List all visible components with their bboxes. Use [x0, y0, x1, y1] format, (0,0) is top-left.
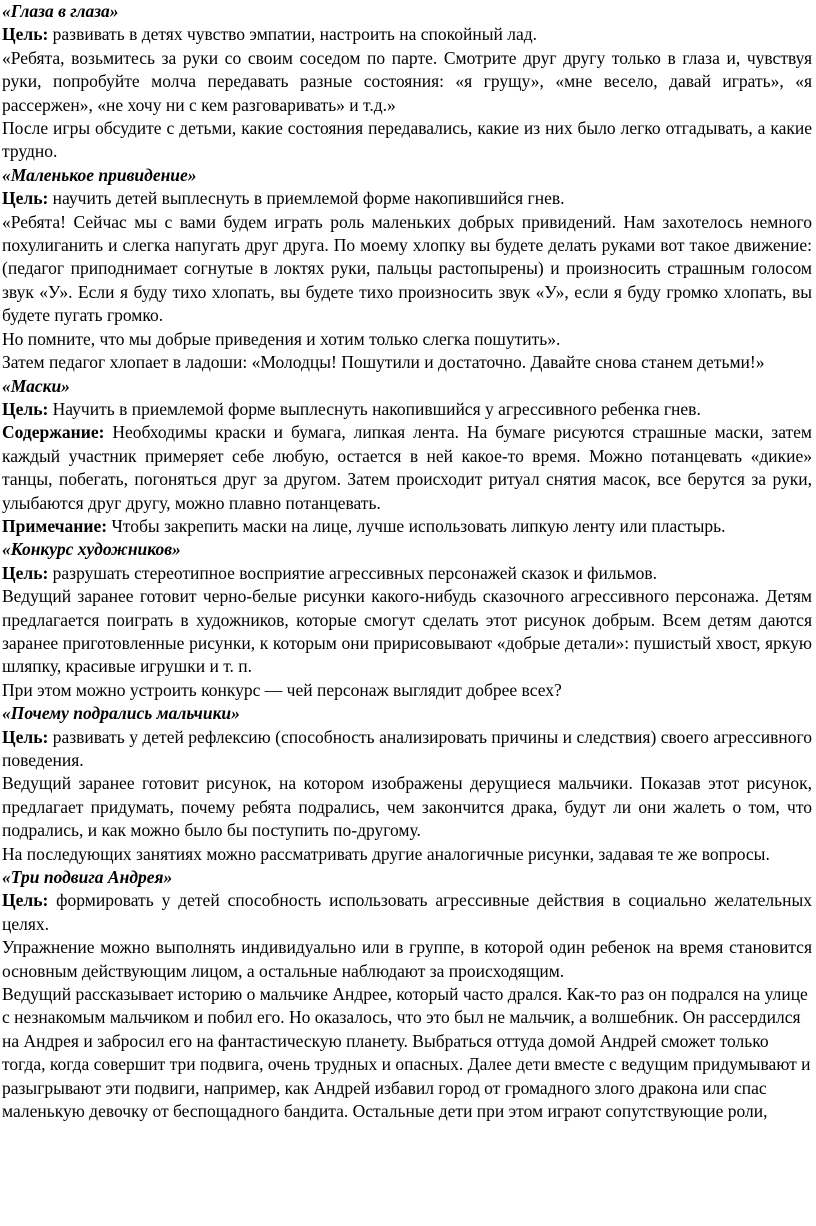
goal-label: Цель:: [2, 890, 49, 911]
goal-text: Научить в приемлемой форме выплеснуть накопившийся у агрессивного ребенка гнев.: [48, 398, 701, 419]
note-paragraph: [2, 515, 812, 538]
goal-paragraph: [2, 889, 812, 936]
paragraph: Затем педагог хлопает в ладоши: «Молодцы! Пошутили и достаточно. Давайте снова станем детьми!»: [2, 352, 765, 373]
goal-label: Цель:: [2, 24, 49, 45]
section-title: «Конкурс художников»: [2, 539, 181, 560]
note-text: Чтобы закрепить маски на лице, лучше использовать липкую ленту или пластырь.: [107, 515, 726, 536]
goal-label: Цель:: [2, 398, 49, 419]
section-title: «Почему подрались мальчики»: [2, 703, 240, 724]
paragraph: После игры обсудите с детьми, какие состояния передавались, какие из них было легко отгадывать, а какие трудно.: [2, 118, 812, 162]
section-title: «Три подвига Андрея»: [2, 867, 173, 888]
goal-paragraph: [2, 398, 812, 421]
paragraph: На последующих занятиях можно рассматривать другие аналогичные рисунки, задавая те же вопросы.: [2, 843, 770, 864]
content-label: Содержание:: [2, 422, 105, 443]
paragraph: Ведущий заранее готовит черно-белые рисунки какого-нибудь сказочного агрессивного персонажа. Детям предлагается поиграть в художников, которые смогут сделать этот рисунок добрым. Всем детям даются заранее приготовленные рисунки, к которым они пририсовывают «добрые детали»: пушистый хвост, яркую шляпку, красивые игрушки и т. п.: [2, 586, 812, 677]
paragraph: «Ребята! Сейчас мы с вами будем играть роль маленьких добрых привидений. Нам захотелось немного похулиганить и слегка напугать друг друга. По моему хлопку вы будете делать руками вот такое движение: (педагог приподнимает согнутые в локтях руки, пальцы растопырены) и произносить страшным голосом звук «У». Если я буду тихо хлопать, вы будете тихо произносить звук «У», если я буду громко хлопать, вы будете пугать громко.: [2, 211, 812, 326]
goal-text: разрушать стереотипное восприятие агрессивных персонажей сказок и фильмов.: [48, 562, 658, 583]
goal-paragraph: [2, 23, 812, 46]
goal-paragraph: [2, 187, 812, 210]
paragraph: Но помните, что мы добрые приведения и хотим только слегка пошутить».: [2, 328, 561, 349]
paragraph: Ведущий заранее готовит рисунок, на котором изображены дерущиеся мальчики. Показав этот рисунок, предлагает придумать, почему ребята подрались, чем закончится драка, будут ли они жалеть о том, что подрались, и как можно было бы поступить по-другому.: [2, 773, 812, 841]
goal-label: Цель:: [2, 726, 49, 747]
goal-label: Цель:: [2, 562, 49, 583]
section-title: «Маленькое привидение»: [2, 164, 197, 185]
goal-text: развивать у детей рефлексию (способность анализировать причины и следствия) своего агрессивного поведения.: [2, 726, 812, 770]
note-label: Примечание:: [2, 515, 108, 536]
content-paragraph: [2, 421, 812, 515]
section-title: «Глаза в глаза»: [2, 1, 119, 21]
paragraph: «Ребята, возьмитесь за руки со своим соседом по парте. Смотрите друг другу только в глаза и, чувствуя руки, попробуйте молча передавать разные состояния: «я грущу», «мне весело, давай играть», «я рассержен», «не хочу ни с кем разговаривать» и т.д.»: [2, 47, 812, 115]
paragraph: Ведущий рассказывает историю о мальчике Андрее, который часто дрался. Как-то раз он подрался на улице с незнакомым мальчиком и побил его. Но оказалось, что это был не мальчик, а волшебник. Он рассердился на Андрея и забросил его на фантастическую планету. Выбраться оттуда домой Андрей сможет только тогда, когда совершит три подвига, очень трудных и опасных. Далее дети вместе с ведущим придумывают и разыгрывают эти подвиги, например, как Андрей избавил город от громадного злого дракона или спас маленькую девочку от беспощадного бандита. Остальные дети при этом играют сопутствующие роли,: [2, 984, 811, 1122]
content-text: Необходимы краски и бумага, липкая лента. На бумаге рисуются страшные маски, затем каждый участник примеряет себе любую, остается в ней какое-то время. Можно потанцевать «дикие» танцы, побегать, погоняться друг за другом. Затем происходит ритуал снятия масок, все берутся за руки, улыбаются друг другу, можно плавно потанцевать.: [2, 422, 812, 513]
paragraph: Упражнение можно выполнять индивидуально или в группе, в которой один ребенок на время становится основным действующим лицом, а остальные наблюдают за происходящим.: [2, 937, 812, 981]
goal-text: развивать в детях чувство эмпатии, настроить на спокойный лад.: [48, 24, 537, 45]
goal-text: научить детей выплеснуть в приемлемой форме накопившийся гнев.: [48, 188, 565, 209]
goal-label: Цель:: [2, 188, 49, 209]
paragraph: При этом можно устроить конкурс — чей персонаж выглядит добрее всех?: [2, 679, 562, 700]
goal-paragraph: [2, 562, 812, 585]
goal-text: формировать у детей способность использовать агрессивные действия в социально желательных целях.: [2, 890, 812, 934]
section-title: «Маски»: [2, 375, 70, 396]
goal-paragraph: [2, 726, 812, 773]
